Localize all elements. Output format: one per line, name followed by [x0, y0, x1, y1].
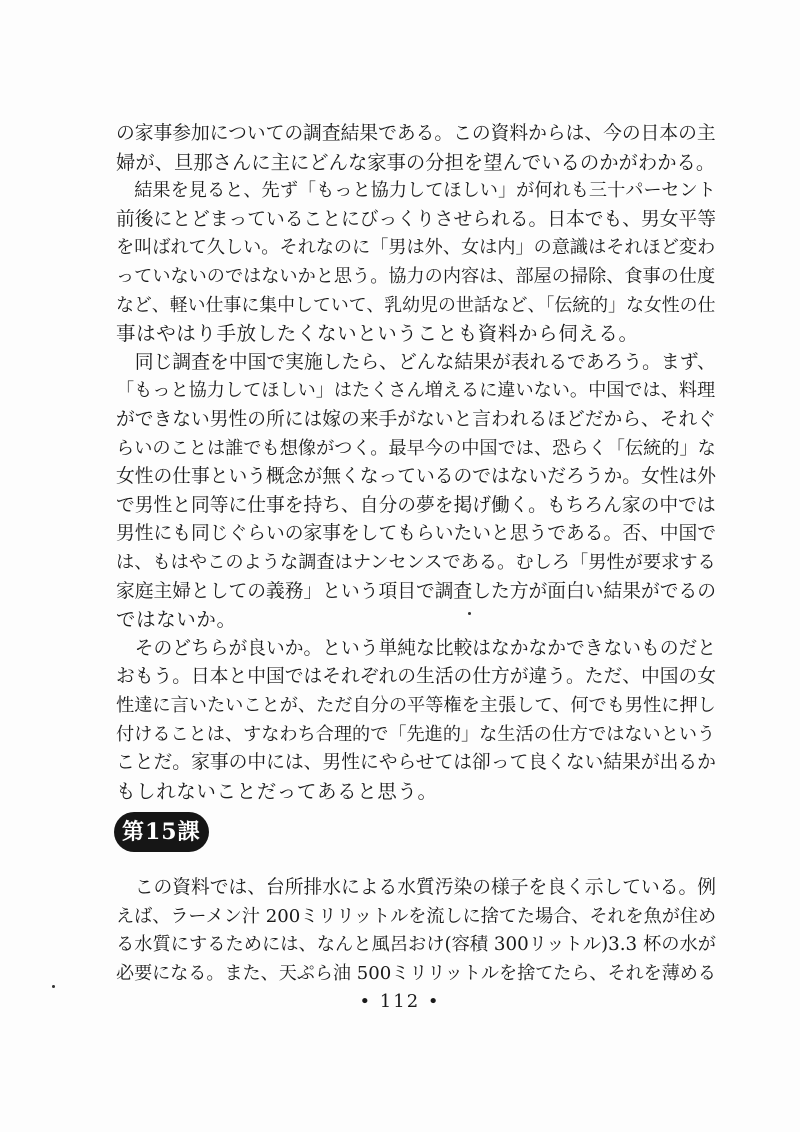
text-line: 「もっと協力してほしい」はたくさん増えるに違いない。中国では、料理 [116, 380, 716, 402]
text-line: らいのことは誰でも想像がつく。最早今の中国では、恐らく「伝統的」な [116, 437, 716, 459]
text-line: 前後にとどまっていることにびっくりさせられる。日本でも、男女平等 [116, 208, 716, 230]
scan-speck [468, 612, 471, 615]
text-line: 付けることは、すなわち合理的で「先進的」な生活の仕方ではないという [116, 723, 716, 745]
text-line: 男性にも同じぐらいの家事をしてもらいたいと思うである。否、中国で [116, 523, 716, 545]
text-line: 女性の仕事という概念が無くなっているのではないだろうか。女性は外 [116, 466, 716, 488]
text-line: この資料では、台所排水による水質汚染の様子を良く示している。例 [116, 877, 716, 898]
text-line: えば、ラーメン汁 200ミリリットルを流しに捨てた場合、それを魚が住め [116, 905, 716, 927]
text-line: で男性と同等に仕事を持ち、自分の夢を掲げ働く。もちろん家の中では [116, 494, 716, 516]
scan-speck [52, 985, 55, 988]
text-line: 婦が、旦那さんに主にどんな家事の分担を望んでいるのかがわかる。 [116, 150, 716, 174]
text-line: など、軽い仕事に集中していて、乳幼児の世話など、「伝統的」な女性の仕 [116, 294, 716, 316]
text-line: る水質にするためには、なんと風呂おけ(容積 300リットル)3.3 杯の水が [116, 934, 716, 956]
text-line: おもう。日本と中国ではそれぞれの生活の仕方が違う。ただ、中国の女 [116, 666, 716, 688]
text-line: 必要になる。また、天ぷら油 500ミリリットルを捨てたら、それを薄める [116, 962, 716, 984]
text-line: の家事参加についての調査結果である。この資料からは、今の日本の主 [116, 123, 716, 144]
text-line: ではないか。 [116, 608, 237, 632]
page-number: • 112 • [359, 991, 441, 1012]
text-line: そのどちらが良いか。という単純な比較はなかなかできないものだと [116, 637, 716, 659]
text-line: 性達に言いたいことが、ただ自分の平等権を主張して、何でも男性に押し [116, 695, 716, 716]
lesson-title-badge: 第15課 [114, 812, 209, 852]
text-line: 事はやはり手放したくないということも資料から伺える。 [116, 322, 639, 346]
text-line: は、もはやこのような調査はナンセンスである。むしろ「男性が要求する [116, 552, 716, 573]
text-line: もしれないことだってあると思う。 [116, 779, 438, 803]
text-line: っていないのではないかと思う。協力の内容は、部屋の掃除、食事の仕度 [116, 266, 716, 287]
text-line: 家庭主婦としての義務」という項目で調査した方が面白い結果がでるの [116, 580, 716, 602]
text-line: 同じ調査を中国で実施したら、どんな結果が表れるであろう。まず、 [116, 351, 716, 373]
text-line: 結果を見ると、先ず「もっと協力してほしい」が何れも三十パーセント [116, 180, 716, 202]
text-line: を叫ばれて久しい。それなのに「男は外、女は内」の意識はそれほど変わ [116, 237, 716, 259]
text-line: ができない男性の所には嫁の来手がないと言われるほどだから、それぐ [116, 409, 716, 430]
text-line: ことだ。家事の中には、男性にやらせては卻って良くない結果が出るか [116, 752, 716, 774]
